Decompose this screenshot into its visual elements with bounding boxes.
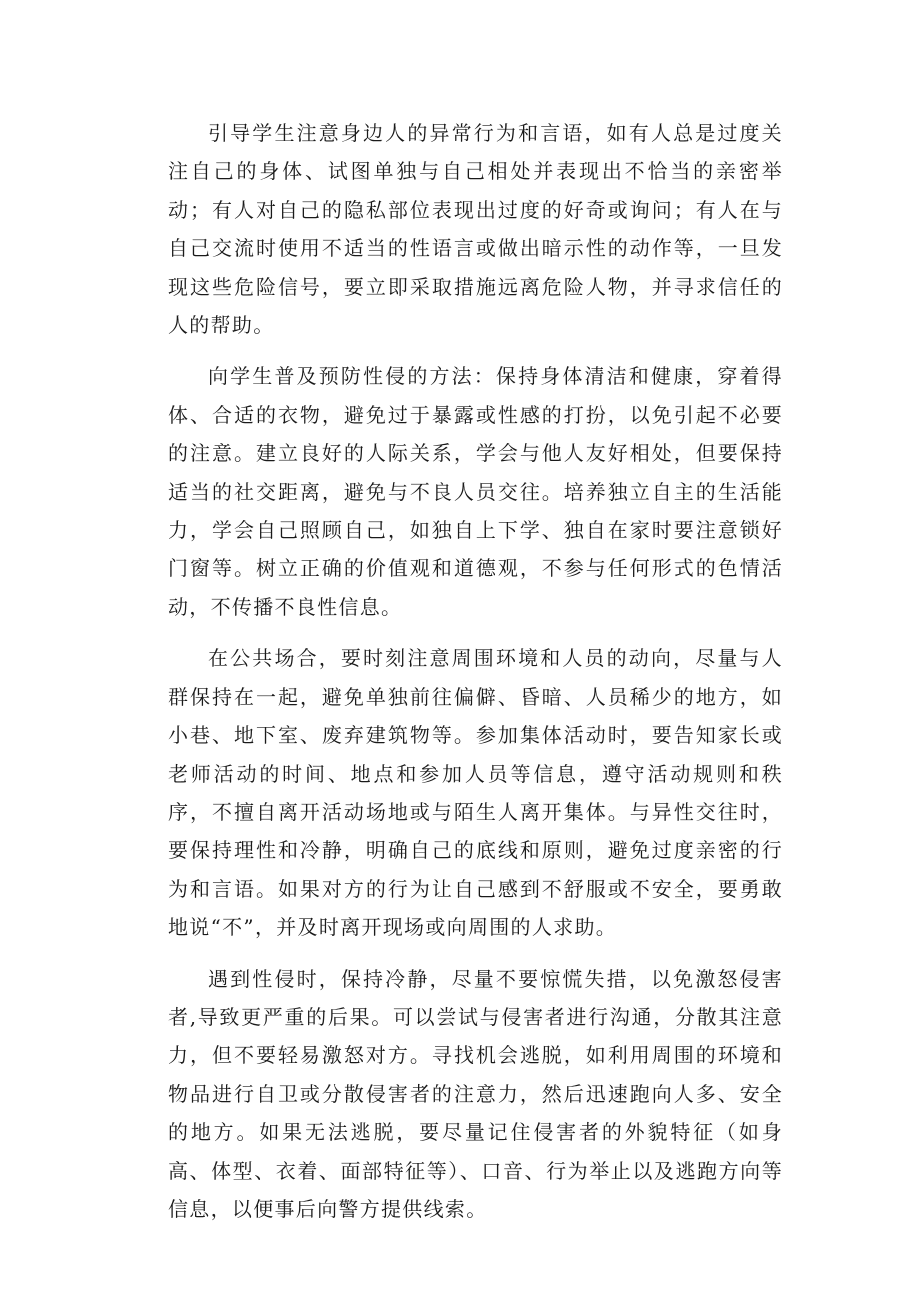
paragraph-warning-signs: 引导学生注意身边人的异常行为和言语，如有人总是过度关注自己的身体、试图单独与自己相处并表现出不恰当的亲密举动；有人对自己的隐私部位表现出过度的好奇或询问；有人在与自己交流时使用不适当的性语言或做出暗示性的动作等，一旦发现这些危险信号，要立即采取措施远离危险人物，并寻求信任的人的帮助。	[168, 121, 783, 338]
paragraph-response-to-assault: 遇到性侵时，保持冷静，尽量不要惊慌失措，以免激怒侵害者,导致更严重的后果。可以尝试与侵害者进行沟通，分散其注意力，但不要轻易激怒对方。寻找机会逃脱，如利用周围的环境和物品进行自卫或分散侵害者的注意力，然后迅速跑向人多、安全的地方。如果无法逃脱，要尽量记住侵害者的外貌特征（如身高、体型、衣着、面部特征等）、口音、行为举止以及逃跑方向等信息，以便事后向警方提供线索。	[168, 966, 783, 1221]
document-body	[168, 114, 783, 1241]
paragraph-prevention-methods: 向学生普及预防性侵的方法：保持身体清洁和健康，穿着得体、合适的衣物，避免过于暴露或性感的打扮，以免引起不必要的注意。建立良好的人际关系，学会与他人友好相处，但要保持适当的社交距离，避免与不良人员交往。培养独立自主的生活能力，学会自己照顾自己，如独自上下学、独自在家时要注意锁好门窗等。树立正确的价值观和道德观，不参与任何形式的色情活动，不传播不良性信息。	[168, 364, 783, 619]
paragraph-public-safety: 在公共场合，要时刻注意周围环境和人员的动向，尽量与人群保持在一起，避免单独前往偏僻、昏暗、人员稀少的地方，如小巷、地下室、废弃建筑物等。参加集体活动时，要告知家长或老师活动的时间、地点和参加人员等信息，遵守活动规则和秩序，不擅自离开活动场地或与陌生人离开集体。与异性交往时，要保持理性和冷静，明确自己的底线和原则，避免过度亲密的行为和言语。如果对方的行为让自己感到不舒服或不安全，要勇敢地说“不”，并及时离开现场或向周围的人求助。	[168, 646, 783, 940]
